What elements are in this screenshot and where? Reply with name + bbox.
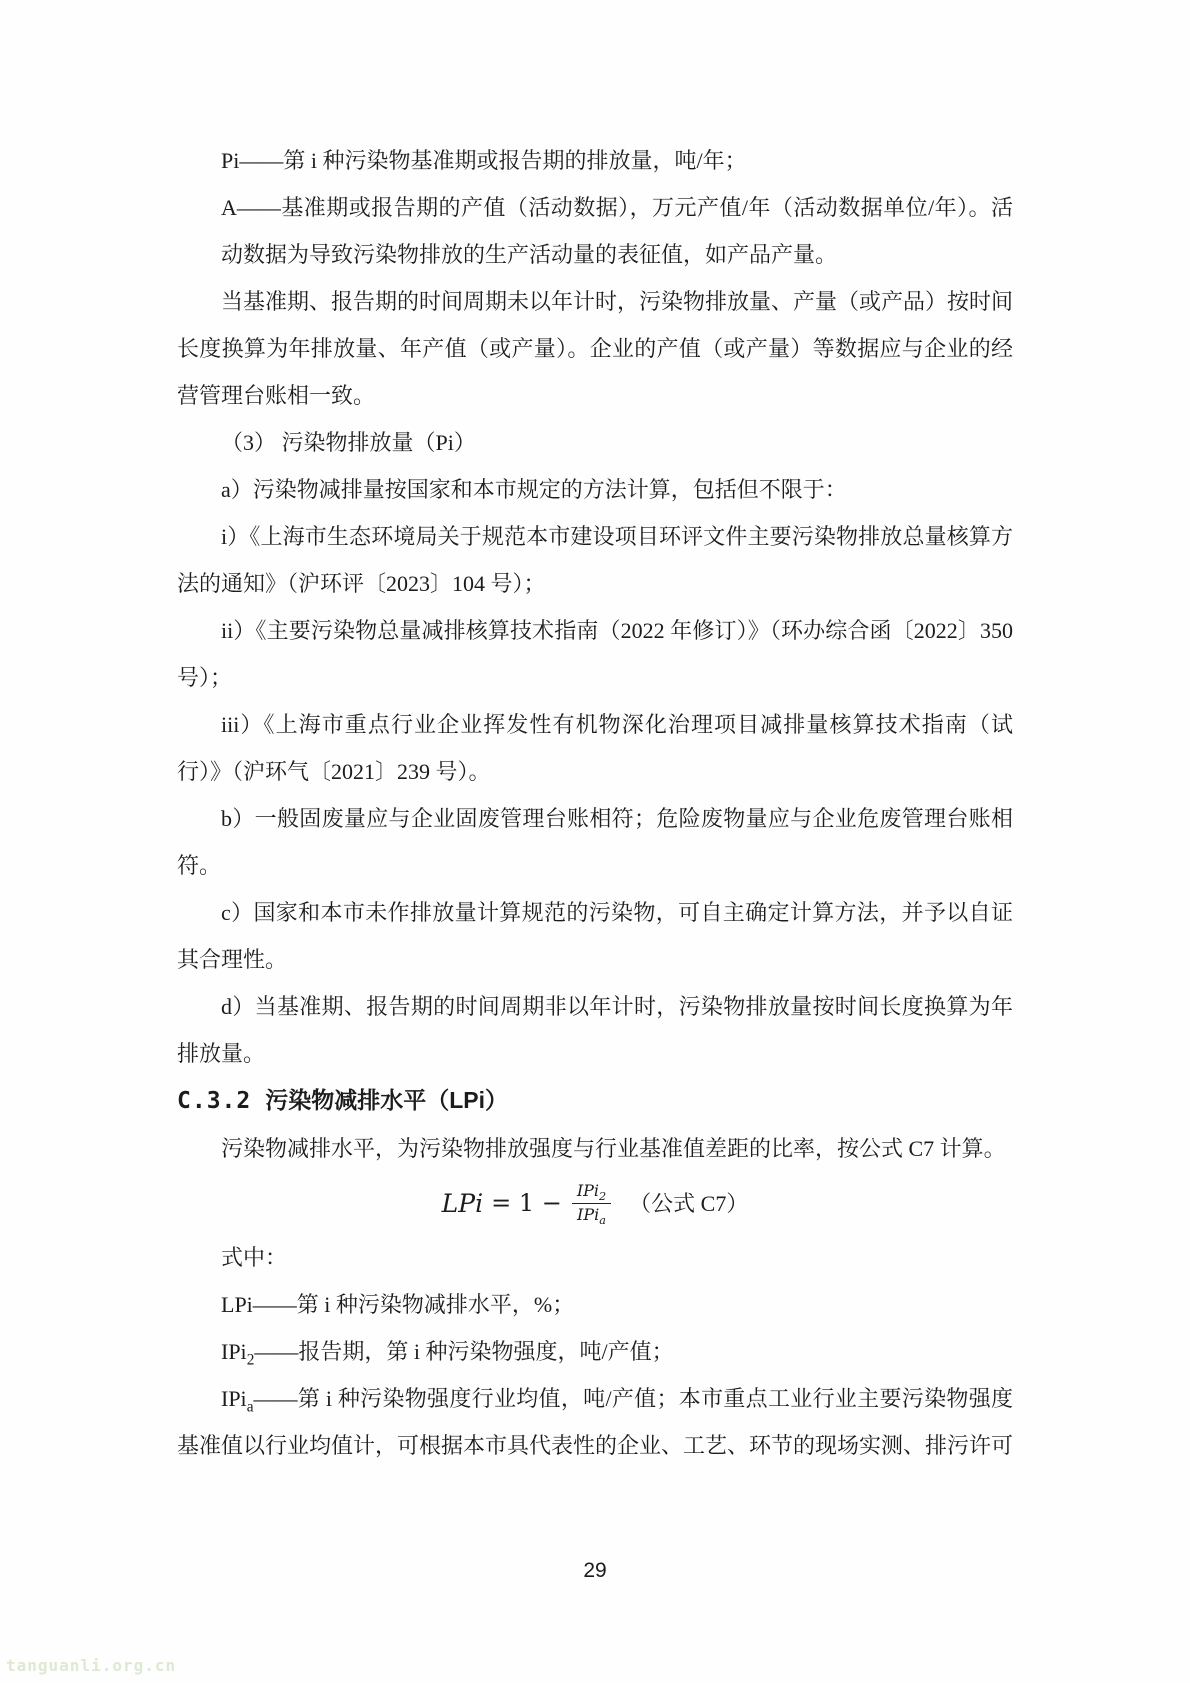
watermark-text: tanguanli.org.cn <box>6 1656 177 1675</box>
section-number: C.3.2 <box>177 1088 252 1114</box>
term-description: 第 i 种污染物强度行业均值，吨/产值；本市重点工业行业主要污染物强度基准值以行业均值计，可根据本市具代表性的企业、工艺、环节的现场实测、排污许可 <box>177 1386 1014 1458</box>
para-pi-definition: Pi——第 i 种污染物基准期或报告期的排放量，吨/年； <box>221 148 747 173</box>
term-symbol: LPi <box>221 1292 253 1317</box>
para-item-a: a）污染物减排量按国家和本市规定的方法计算，包括但不限于： <box>221 477 847 502</box>
formula-number-label: （公式 C7） <box>629 1190 749 1216</box>
term-subscript: 2 <box>246 1351 255 1369</box>
fraction-denominator: IPi$_a$ <box>577 1204 606 1227</box>
formula-lhs: LPi <box>441 1188 484 1218</box>
denominator-subscript: a <box>599 1213 606 1227</box>
para-item-d: d）当基准期、报告期的时间周期非以年计时，污染物排放量按时间长度换算为年排放量。 <box>177 994 1013 1066</box>
term-dash: —— <box>253 1386 298 1411</box>
formula-fraction <box>572 1181 611 1226</box>
term-ipia <box>177 1375 1013 1469</box>
para-item-c: c）国家和本市未作排放量计算规范的污染物，可自主确定计算方法，并予以自证其合理性。 <box>177 900 1013 972</box>
formula-operator: = 1 − <box>491 1188 562 1217</box>
section-title: 污染物减排水平（LPi） <box>265 1087 509 1113</box>
para-section-intro: 污染物减排水平，为污染物排放强度与行业基准值差距的比率，按公式 C7 计算。 <box>221 1136 1006 1161</box>
para-period-conversion: 当基准期、报告期的时间周期未以年计时，污染物排放量、产量（或产品）按时间长度换算为年排放量、年产值（或产量）。企业的产值（或产量）等数据应与企业的经营管理台账相一致。 <box>177 289 1014 408</box>
page-body <box>177 137 1013 1469</box>
para-item-3-title: （3） 污染物排放量（Pi） <box>221 430 476 455</box>
para-item-b: b）一般固废量应与企业固废管理台账相符；危险废物量应与企业危废管理台账相符。 <box>177 806 1013 878</box>
page-number: 29 <box>583 1559 607 1582</box>
term-lpi <box>177 1281 1013 1328</box>
para-ref-i: i）《上海市生态环境局关于规范本市建设项目环评文件主要污染物排放总量核算方法的通知》（沪环评〔2023〕104 号）； <box>177 524 1013 596</box>
term-description: 第 i 种污染物减排水平，%； <box>296 1292 575 1317</box>
section-heading-c32 <box>177 1077 1013 1125</box>
numerator-subscript: 2 <box>599 1189 607 1203</box>
term-subscript: a <box>246 1398 254 1416</box>
term-symbol: IPi <box>221 1339 247 1364</box>
term-dash: —— <box>252 1292 297 1317</box>
term-description: 报告期，第 i 种污染物强度，吨/产值； <box>298 1339 674 1364</box>
para-ref-ii: ii）《主要污染物总量减排核算技术指南（2022 年修订）》（环办综合函〔2022〕350 号）； <box>177 618 1013 690</box>
para-a-definition: A——基准期或报告期的产值（活动数据），万元产值/年（活动数据单位/年）。活动数据为导致污染物排放的生产活动量的表征值，如产品产量。 <box>221 195 1013 267</box>
formula-c7 <box>177 1172 1013 1234</box>
term-dash: —— <box>254 1339 299 1364</box>
para-ref-iii: iii）《上海市重点行业企业挥发性有机物深化治理项目减排量核算技术指南（试行）》（沪环气〔2021〕239 号）。 <box>177 712 1013 784</box>
term-symbol: IPi <box>221 1386 247 1411</box>
fraction-numerator: IPi$_2$ <box>572 1181 611 1204</box>
term-ipi2 <box>177 1328 1013 1375</box>
para-where-label: 式中： <box>221 1245 288 1270</box>
